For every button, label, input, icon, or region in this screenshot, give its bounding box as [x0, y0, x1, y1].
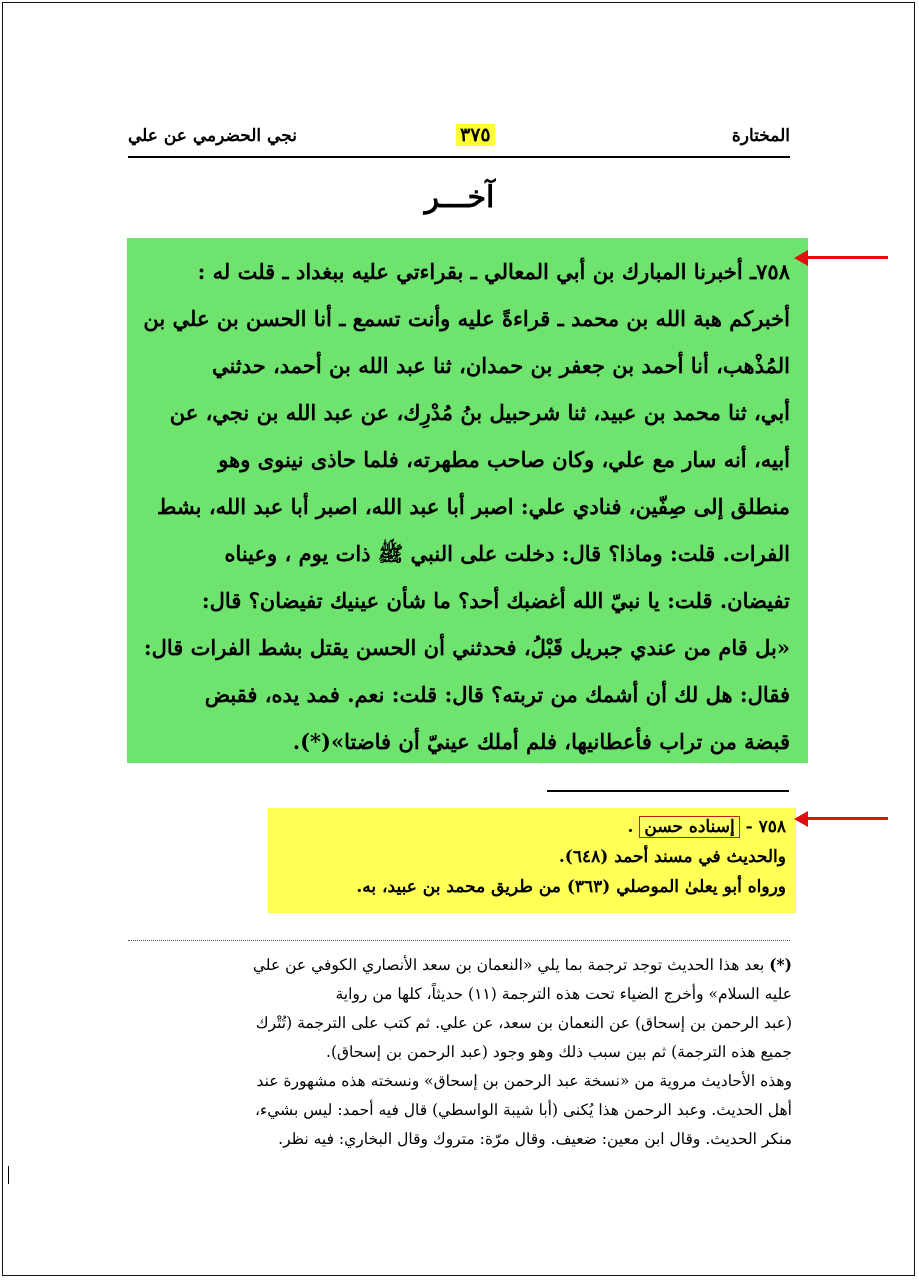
- hadith-line: قبضة من تراب فأعطانيها، فلم أملك عينيّ أن فاضتا»(*).: [292, 729, 790, 754]
- hadith-line: أبيه، أنه سار مع علي، وكان صاحب مطهرته، فلما حاذى نينوى وهو: [218, 447, 790, 472]
- hadith-line: المُذْهب، أنا أحمد بن جعفر بن حمدان، ثنا عبد الله بن أحمد، حدثني: [211, 353, 790, 378]
- hadith-line: فقال: هل لك أن أشمك من تربته؟ قال: قلت: نعم. فمد يده، فقبض: [204, 682, 790, 707]
- hadith-line: أخبركم هبة الله بن محمد ـ قراءةً عليه وأنت تسمع ـ أنا الحسن بن علي بن: [143, 306, 790, 331]
- footnote-line: وهذه الأحاديث مروية من «نسخة عبد الرحمن بن إسحاق» ونسخته هذه مشهورة عند: [256, 1072, 792, 1090]
- hadith-line: منطلق إلى صِفّين، فنادي علي: اصبر أبا عبد الله، اصبر أبا عبد الله، بشط: [157, 494, 790, 519]
- commentary-line: ورواه أبو يعلىٰ الموصلي (٣٦٣) من طريق محمد بن عبيد، به.: [356, 877, 786, 897]
- footnote-separator: [128, 940, 790, 941]
- footnote-line: بعد هذا الحديث توجد ترجمة بما يلي «النعمان بن سعد الأنصاري الكوفي عن علي: [252, 956, 765, 974]
- scan-edge-mark: [8, 1166, 9, 1184]
- footnote-line: (عبد الرحمن بن إسحاق) عن النعمان بن سعد، عن علي. ثم كتب على الترجمة (تُتْرك: [255, 1014, 792, 1032]
- commentary-number: ٧٥٨: [758, 817, 786, 837]
- book-title: المختارة: [731, 126, 790, 146]
- hadith-line: تفيضان. قلت: يا نبيّ الله أغضبك أحد؟ ما شأن عينيك تفيضان؟ قال:: [201, 588, 790, 613]
- footnote-line: أهل الحديث. وعبد الرحمن هذا يُكنى (أبا شيبة الواسطي) قال فيه أحمد: ليس بشيء،: [254, 1101, 792, 1119]
- hadith-line: ٧٥٨ـ أخبرنا المبارك بن أبي المعالي ـ بقراءتي عليه ببغداد ـ قلت له :: [197, 259, 790, 284]
- running-header: [128, 120, 790, 158]
- commentary-line: والحديث في مسند أحمد (٦٤٨).: [558, 847, 786, 867]
- commentary-first-line: ٧٥٨ - إسناده حسن .: [627, 817, 786, 837]
- hadith-line: أبي، ثنا محمد بن عبيد، ثنا شرحبيل بنُ مُدْرِك، عن عبد الله بن نجي، عن: [169, 400, 790, 425]
- divider-line: [547, 790, 789, 792]
- isnad-verdict: إسناده حسن: [639, 816, 739, 838]
- hadith-line: الفرات. قلت: وماذا؟ قال: دخلت على النبي ﷺ ذات يوم ، وعيناه: [224, 541, 790, 566]
- hadith-line: «بل قام من عندي جبريل قَبْلُ، فحدثني أن الحسن يقتل بشط الفرات قال:: [143, 635, 790, 660]
- footnote-line: عليه السلام» وأخرج الضياء تحت هذه الترجمة (١١) حديثاً، كلها من رواية: [335, 985, 792, 1003]
- footnote-line: منكر الحديث. وقال ابن معين: ضعيف. وقال مرّة: متروك وقال البخاري: فيه نظر.: [278, 1130, 792, 1148]
- heading-akhar: آخـــر: [424, 180, 495, 215]
- footnote: [128, 950, 792, 1154]
- footnote-line: جميع هذه الترجمة) ثم بين سبب ذلك وهو وجود (عبد الرحمن بن إسحاق).: [326, 1043, 792, 1061]
- hadith-block: [127, 238, 808, 763]
- commentary-block: [268, 808, 796, 913]
- section-title: نجي الحضرمي عن علي: [128, 126, 297, 146]
- page-number: ٣٧٥: [456, 124, 495, 146]
- footnote-marker: (*): [769, 955, 792, 974]
